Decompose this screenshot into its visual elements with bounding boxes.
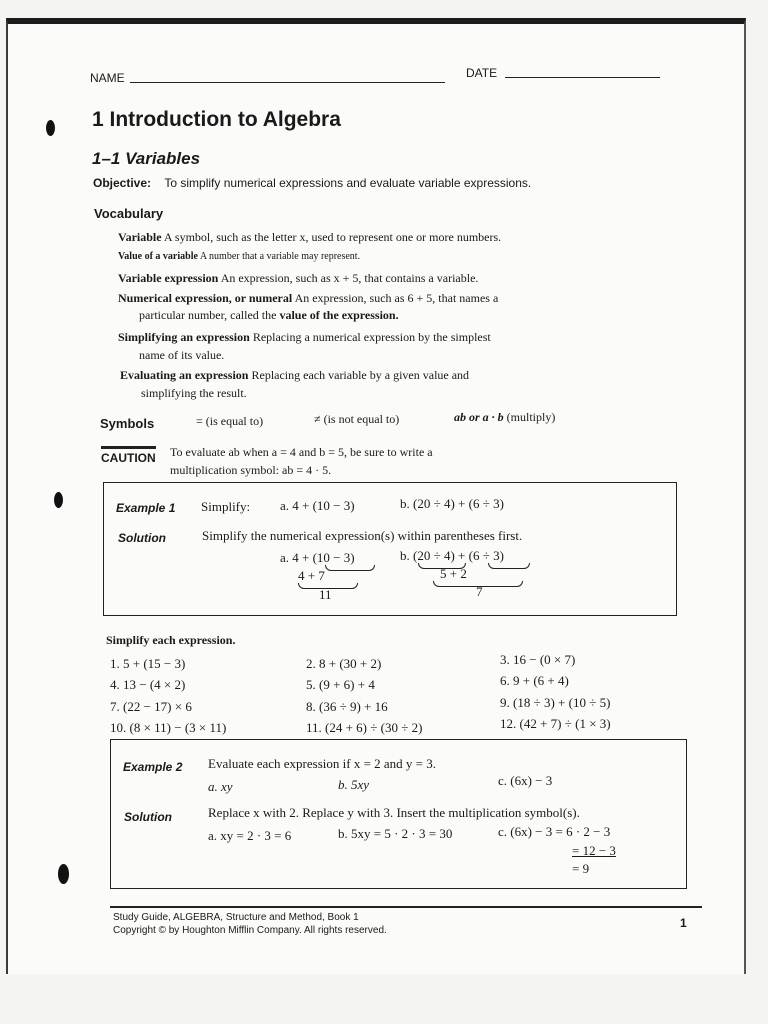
- caution-label: CAUTION: [101, 446, 156, 465]
- brace: [488, 563, 530, 569]
- exercise-item: 1. 5 + (15 − 3): [110, 656, 186, 671]
- vocab-definition: A symbol, such as the letter x, used to represent one or more numbers.: [163, 230, 502, 244]
- symbol-equal: = (is equal to): [196, 414, 264, 428]
- date-label: DATE: [466, 66, 498, 80]
- example-2-solution-b: b. 5xy = 5 · 2 · 3 = 30: [338, 826, 453, 841]
- vocab-definition: A number that a variable may represent.: [199, 251, 361, 262]
- punch-hole: [58, 864, 69, 884]
- vocab-continuation: simplifying the result.: [141, 386, 247, 400]
- example-2-solution-c-step2: = 12 − 3: [572, 843, 616, 858]
- vocab-entry: [118, 230, 501, 245]
- example-2-solution-a: a. xy = 2 · 3 = 6: [208, 828, 292, 843]
- exercise-item: 12. (42 + 7) ÷ (1 × 3): [500, 716, 611, 731]
- example-1-solution-a-step2: 4 + 7: [298, 568, 325, 583]
- vocab-term: Value of a variable: [118, 251, 198, 262]
- symbol-multiply: [454, 410, 555, 425]
- vocab-term: Simplifying an expression: [118, 330, 250, 344]
- example-1-solution-a-result: 11: [319, 587, 332, 602]
- punch-hole: [46, 120, 55, 136]
- example-1-solution-b-result: 7: [476, 584, 483, 599]
- vocab-term: Numerical expression, or numeral: [118, 291, 293, 305]
- example-2-part-c: c. (6x) − 3: [498, 773, 553, 788]
- chapter-title: 1 Introduction to Algebra: [92, 108, 341, 131]
- exercise-item: 10. (8 × 11) − (3 × 11): [110, 720, 227, 735]
- example-1-label: Example 1: [116, 501, 176, 515]
- example-1-part-a: a. 4 + (10 − 3): [280, 498, 355, 513]
- exercise-item: 3. 16 − (0 × 7): [500, 652, 576, 667]
- vocab-term: Variable: [118, 230, 162, 244]
- section-title: 1–1 Variables: [92, 149, 201, 168]
- vocab-continuation: name of its value.: [139, 348, 225, 362]
- example-2-solution-label: Solution: [124, 810, 172, 824]
- vocab-entry: [118, 291, 498, 306]
- vocab-definition: An expression, such as x + 5, that contains a variable.: [220, 271, 479, 285]
- example-2-solution-c-step3: = 9: [572, 861, 590, 876]
- objective-label: Objective:: [93, 176, 152, 190]
- example-2-part-b: b. 5xy: [338, 777, 370, 792]
- example-1-box: [103, 482, 677, 616]
- date-field[interactable]: [505, 77, 660, 78]
- symbol-multiply-notation: ab or a · b: [454, 410, 504, 424]
- exercise-item: 9. (18 ÷ 3) + (10 ÷ 5): [500, 695, 611, 710]
- vocab-term: value of the expression.: [279, 308, 399, 322]
- footer-book-title: Study Guide, ALGEBRA, Structure and Method, Book 1: [113, 912, 359, 923]
- caution-text: multiplication symbol: ab = 4 · 5.: [170, 463, 332, 477]
- exercise-item: 6. 9 + (6 + 4): [500, 673, 569, 688]
- vocab-entry: [118, 251, 360, 262]
- page-number: 1: [680, 916, 687, 930]
- exercise-item: 7. (22 − 17) × 6: [110, 699, 192, 714]
- exercise-item: 4. 13 − (4 × 2): [110, 677, 186, 692]
- vocab-definition: Replacing a numerical expression by the simplest: [252, 330, 491, 344]
- name-field[interactable]: [130, 82, 445, 83]
- example-2-solution-text: Replace x with 2. Replace y with 3. Insert the multiplication symbol(s).: [208, 805, 580, 820]
- caution-text: To evaluate ab when a = 4 and b = 5, be sure to write a: [170, 445, 433, 459]
- example-1-solution-b-step2: 5 + 2: [440, 566, 467, 581]
- symbol-not-equal: ≠ (is not equal to): [314, 412, 400, 426]
- vocab-term: Evaluating an expression: [120, 368, 249, 382]
- exercise-item: 8. (36 ÷ 9) + 16: [306, 699, 388, 714]
- example-1-prompt: Simplify:: [201, 499, 251, 514]
- vocab-entry: [118, 271, 478, 286]
- exercise-item: 11. (24 + 6) ÷ (30 ÷ 2): [306, 720, 423, 735]
- vocab-continuation: [139, 308, 399, 323]
- vocab-entry: [120, 368, 469, 383]
- example-2-solution-c-step1: c. (6x) − 3 = 6 · 2 − 3: [498, 824, 611, 839]
- vocabulary-heading: Vocabulary: [94, 206, 164, 221]
- footer-rule: [110, 906, 702, 908]
- vocab-definition: Replacing each variable by a given value and: [251, 368, 470, 382]
- example-1-solution-label: Solution: [118, 531, 166, 545]
- example-1-solution-a-step1: a. 4 + (10 − 3): [280, 550, 355, 565]
- example-2-part-a: a. xy: [208, 779, 233, 794]
- example-1-solution-text: Simplify the numerical expression(s) within parentheses first.: [202, 528, 523, 543]
- example-1-solution-b-step1: b. (20 ÷ 4) + (6 ÷ 3): [400, 548, 504, 563]
- footer-copyright: Copyright © by Houghton Mifflin Company. All rights reserved.: [113, 925, 387, 936]
- brace: [325, 565, 375, 571]
- example-2-label: Example 2: [123, 760, 183, 774]
- symbols-label: Symbols: [100, 416, 155, 431]
- exercise-item: 2. 8 + (30 + 2): [306, 656, 382, 671]
- symbol-multiply-meaning: (multiply): [506, 410, 556, 424]
- vocab-definition: particular number, called the: [139, 308, 277, 322]
- vocab-entry: [118, 330, 491, 345]
- objective-text: To simplify numerical expressions and evaluate variable expressions.: [164, 176, 532, 190]
- example-2-prompt: Evaluate each expression if x = 2 and y = 3.: [208, 756, 437, 771]
- example-1-part-b: b. (20 ÷ 4) + (6 ÷ 3): [400, 496, 504, 511]
- vocab-definition: An expression, such as 6 + 5, that names a: [294, 291, 499, 305]
- exercises-heading: Simplify each expression.: [106, 633, 236, 647]
- exercise-item: 5. (9 + 6) + 4: [306, 677, 375, 692]
- name-label: NAME: [90, 71, 125, 85]
- punch-hole: [54, 492, 63, 508]
- vocab-term: Variable expression: [118, 271, 219, 285]
